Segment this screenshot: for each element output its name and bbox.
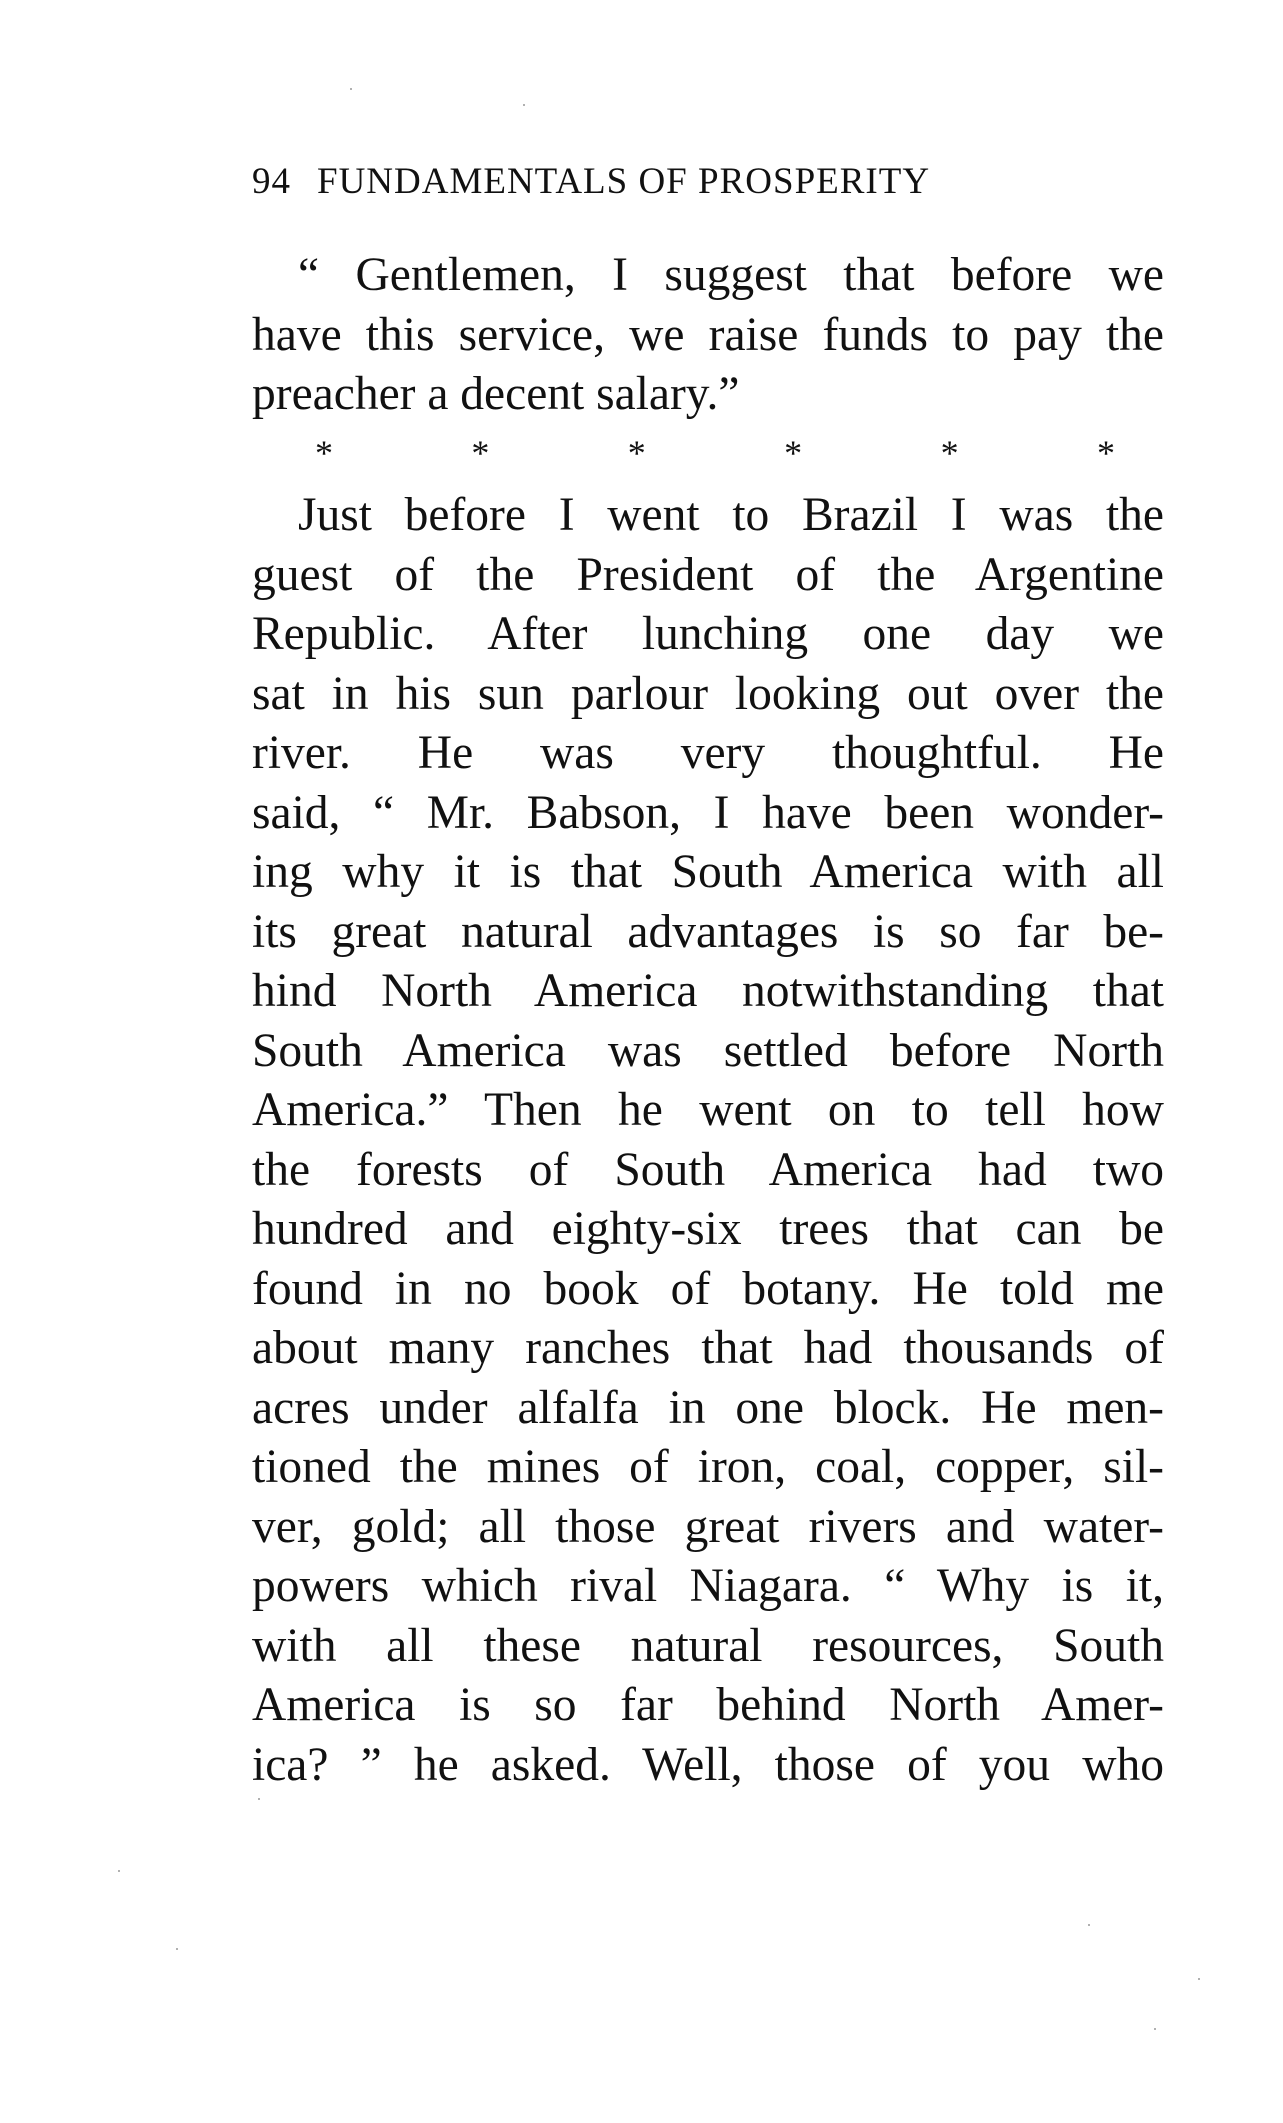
scan-speck — [1088, 1924, 1090, 1926]
text-line: acres under alfalfa in one block. He men- — [252, 1381, 1164, 1434]
text-line: the forests of South America had two — [252, 1143, 1164, 1196]
separator-asterisk: * — [784, 433, 803, 473]
text-line: America.” Then he went on to tell how — [252, 1084, 1164, 1136]
separator-asterisk: * — [627, 433, 646, 473]
text-line: have this service, we raise funds to pay the — [252, 308, 1164, 361]
text-line: said, “ Mr. Babson, I have been wonder- — [252, 786, 1164, 839]
text-line: found in no book of botany. He told me — [252, 1262, 1164, 1315]
scan-speck — [1198, 1978, 1200, 1980]
text-line: “ Gentlemen, I suggest that before we — [298, 249, 1164, 301]
text-line: preacher a decent salary.” — [252, 368, 740, 420]
paragraph-2 — [252, 486, 1164, 1795]
separator-asterisk: * — [1096, 433, 1115, 473]
separator-asterisk: * — [471, 433, 490, 473]
text-line: tioned the mines of iron, coal, copper, sil- — [252, 1441, 1164, 1493]
running-title: FUNDAMENTALS OF PROSPERITY — [317, 161, 931, 202]
paragraph-1 — [252, 246, 1164, 425]
text-line: ica? ” he asked. Well, those of you who — [252, 1738, 1164, 1791]
text-line: with all these natural resources, South — [252, 1619, 1164, 1672]
text-line: guest of the President of the Argentine — [252, 548, 1164, 601]
text-line: Just before I went to Brazil I was the — [298, 489, 1164, 541]
text-line: America is so far behind North Amer- — [252, 1679, 1164, 1731]
scan-speck — [1154, 2028, 1156, 2030]
page-number: 94 — [252, 161, 291, 202]
scan-speck — [350, 88, 352, 90]
running-header — [252, 160, 1172, 203]
section-separator — [315, 432, 1115, 472]
scan-speck — [176, 1948, 178, 1950]
text-line: about many ranches that had thousands of — [252, 1322, 1164, 1374]
text-line: river. He was very thoughtful. He — [252, 727, 1164, 779]
text-line: South America was settled before North — [252, 1024, 1164, 1077]
separator-asterisk: * — [315, 433, 333, 473]
scan-speck — [258, 1798, 260, 1800]
text-line: hundred and eighty-six trees that can be — [252, 1203, 1164, 1255]
text-line: hind North America notwithstanding that — [252, 965, 1164, 1017]
text-line: ing why it is that South America with all — [252, 846, 1164, 898]
text-line: powers which rival Niagara. “ Why is it, — [252, 1560, 1164, 1612]
text-line: sat in his sun parlour looking out over the — [252, 667, 1164, 720]
text-line: its great natural advantages is so far be- — [252, 905, 1164, 958]
scan-speck — [118, 1870, 120, 1872]
text-line: ver, gold; all those great rivers and water- — [252, 1500, 1164, 1553]
text-line: Republic. After lunching one day we — [252, 608, 1164, 660]
separator-asterisk: * — [940, 433, 959, 473]
scan-speck — [523, 104, 525, 106]
